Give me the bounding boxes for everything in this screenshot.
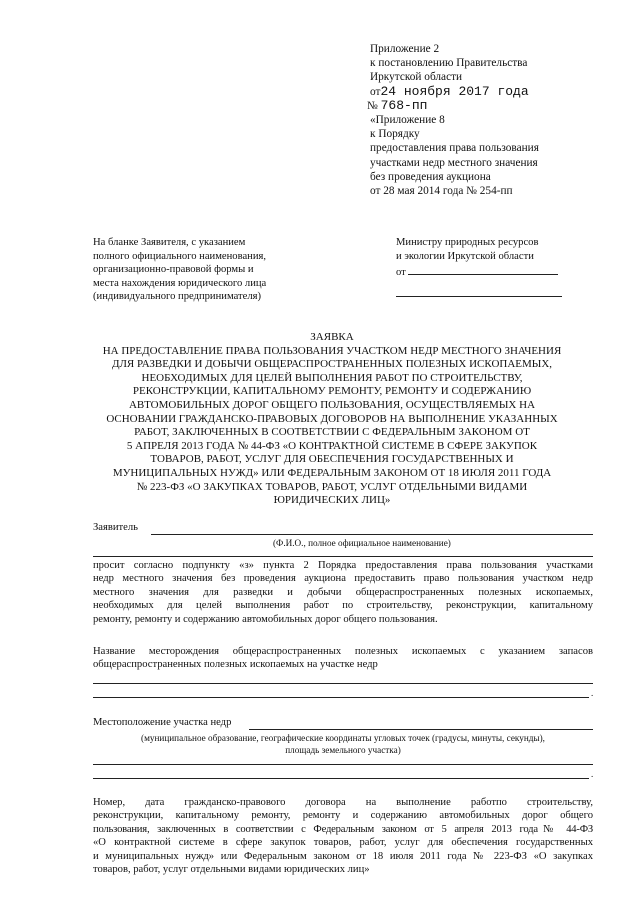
paragraph-line: ремонту, ремонту и содержанию автомобильных дорог общего пользования. xyxy=(93,613,438,625)
addressee-from xyxy=(396,263,576,280)
title-line: НА ПРЕДОСТАВЛЕНИЕ ПРАВА ПОЛЬЗОВАНИЯ УЧАСТКОМ НЕДР МЕСТНОГО ЗНАЧЕНИЯ xyxy=(102,344,562,357)
appendix-date xyxy=(370,85,539,99)
letterhead-line: организационно-правовой формы и xyxy=(93,264,254,276)
appendix-line: участками недр местного значения xyxy=(370,156,538,169)
location-field-line[interactable] xyxy=(93,778,589,779)
appendix-line: от 28 мая 2014 года № 254-пп xyxy=(370,185,513,198)
addressee-line: и экологии Иркутской области xyxy=(396,250,534,262)
document-title xyxy=(72,331,592,508)
applicant-label: Заявитель xyxy=(93,522,139,533)
appendix-line: к Порядку xyxy=(370,128,420,141)
appendix-line: к постановлению Правительства xyxy=(370,57,528,70)
title-line: № 223-ФЗ «О ЗАКУПКАХ ТОВАРОВ, РАБОТ, УСЛУГ ОТДЕЛЬНЫМИ ВИДАМИ xyxy=(136,480,528,493)
appendix-sub-title: «Приложение 8 xyxy=(370,114,445,127)
paragraph-line: «О контрактной системе в сфере закупок товаров, работ, услуг для обеспечения государственных xyxy=(93,837,593,849)
request-paragraph xyxy=(93,559,593,626)
location-label: Местоположение участка недр xyxy=(93,717,232,728)
title-heading: ЗАЯВКА xyxy=(310,331,354,343)
location-field-line[interactable] xyxy=(93,764,593,765)
letterhead-line: На бланке Заявителя, с указанием xyxy=(93,237,246,248)
from-field[interactable] xyxy=(408,263,558,275)
location-caption xyxy=(93,733,593,756)
caption-line: площадь земельного участка) xyxy=(285,744,401,755)
appendix-line: без проведения аукциона xyxy=(370,170,491,183)
title-line: ЮРИДИЧЕСКИХ ЛИЦ» xyxy=(273,494,391,507)
line-end-mark: . xyxy=(591,688,594,698)
blank-line[interactable] xyxy=(396,285,562,297)
appendix-header xyxy=(367,42,539,198)
contract-paragraph xyxy=(93,796,593,876)
deposit-paragraph xyxy=(93,645,593,672)
paragraph-line: и муниципальных нужд» или Федеральным законом от 18 июля 2011 года № 223-ФЗ «О закупках xyxy=(93,850,593,862)
title-line: ОСНОВАНИИ ГРАЖДАНСКО-ПРАВОВЫХ ДОГОВОРОВ НА ВЫПОЛНЕНИЕ УКАЗАННЫХ xyxy=(106,412,558,425)
from-label: от xyxy=(396,267,406,279)
paragraph-line: общераспространенных полезных ископаемых на участке недр xyxy=(93,659,378,671)
paragraph-line: реконструкции, капитальному ремонту, ремонту и содержанию автомобильных дорог общего xyxy=(93,810,593,822)
addressee-line: Министру природных ресурсов xyxy=(396,237,539,248)
title-line: АВТОМОБИЛЬНЫХ ДОРОГ ОБЩЕГО ПОЛЬЗОВАНИЯ, ОСУЩЕСТВЛЯЕМЫХ НА xyxy=(128,398,536,411)
paragraph-line: местного значения для разведки и добычи общераспространенных полезных ископаемых, xyxy=(93,586,593,598)
title-line: МУНИЦИПАЛЬНЫХ НУЖД» ИЛИ ФЕДЕРАЛЬНЫМ ЗАКОНОМ ОТ 18 ИЮЛЯ 2011 ГОДА xyxy=(112,466,552,479)
deposit-field-line[interactable] xyxy=(93,683,593,684)
applicant-field-continued[interactable] xyxy=(93,556,593,557)
paragraph-line: Название месторождения общераспространенных полезных ископаемых с указанием запасов xyxy=(93,646,593,657)
title-line: РЕКОНСТРУКЦИИ, КАПИТАЛЬНОМУ РЕМОНТУ, РЕМОНТУ И СОДЕРЖАНИЮ xyxy=(132,385,532,398)
title-line: 5 АПРЕЛЯ 2013 ГОДА № 44-ФЗ «О КОНТРАКТНОЙ СИСТЕМЕ В СФЕРЕ ЗАКУПОК xyxy=(126,439,538,452)
number-prefix: № xyxy=(367,99,378,112)
title-line: РАБОТ, ЗАКЛЮЧЕННЫХ В СООТВЕТСТВИИ С ФЕДЕРАЛЬНЫМ ЗАКОНОМ ОТ xyxy=(134,426,530,439)
paragraph-line: недр местного значения без проведения аукциона предоставить право пользования участком недр xyxy=(93,573,593,585)
paragraph-line: просит согласно подпункту «з» пункта 2 Порядка предоставления права пользования участками xyxy=(93,560,593,571)
letterhead-note xyxy=(93,236,266,304)
location-field[interactable] xyxy=(249,729,593,730)
number-value: 768-пп xyxy=(380,97,428,113)
line-end-mark: . xyxy=(591,769,594,779)
paragraph-line: товаров, работ, услуг отдельными видами юридических лиц» xyxy=(93,864,370,876)
paragraph-line: необходимых для целей выполнения работ по строительству, реконструкции, капитальному xyxy=(93,600,593,612)
letterhead-line: полного официального наименования, xyxy=(93,250,267,262)
title-line: НЕОБХОДИМЫХ ДЛЯ ЦЕЛЕЙ ВЫПОЛНЕНИЯ РАБОТ ПО СТРОИТЕЛЬСТВУ, xyxy=(141,371,523,384)
applicant-field[interactable] xyxy=(151,534,593,535)
paragraph-line: пользования, заключенных в соответствии с Федеральным законом от 5 апреля 2013 года№ 44-ФЗ xyxy=(93,823,593,835)
caption-line: (муниципальное образование, географические координаты угловых точек (градусы, минуты, секунды), xyxy=(141,733,545,743)
paragraph-line: Номер, дата гражданско-правового договора на выполнение работпо строительству, xyxy=(93,797,593,808)
addressee-block xyxy=(396,236,576,301)
letterhead-line: (индивидуального предпринимателя) xyxy=(93,291,262,303)
applicant-caption: (Ф.И.О., полное официальное наименование) xyxy=(273,538,451,548)
date-value: 24 ноября 2017 года xyxy=(380,83,529,99)
letterhead-line: места нахождения юридического лица xyxy=(93,277,267,289)
appendix-number xyxy=(367,99,539,113)
appendix-line: Иркутской области xyxy=(370,71,463,84)
title-line: ТОВАРОВ, РАБОТ, УСЛУГ ДЛЯ ОБЕСПЕЧЕНИЯ ГОСУДАРСТВЕННЫХ И xyxy=(150,453,514,466)
date-prefix: от xyxy=(370,85,381,98)
deposit-field-line[interactable] xyxy=(93,697,589,698)
appendix-title: Приложение 2 xyxy=(370,43,440,55)
appendix-line: предоставления права пользования xyxy=(370,142,539,155)
addressee-extra-line[interactable] xyxy=(396,285,576,302)
title-line: ДЛЯ РАЗВЕДКИ И ДОБЫЧИ ОБЩЕРАСПРОСТРАНЕННЫХ ПОЛЕЗНЫХ ИСКОПАЕМЫХ, xyxy=(111,358,553,371)
